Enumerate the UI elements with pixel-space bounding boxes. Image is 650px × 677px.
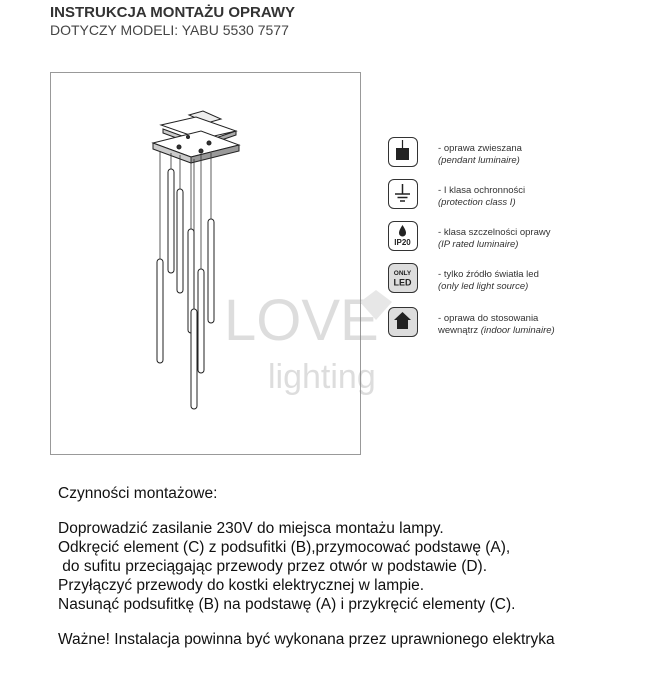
legend-text-indoor: - oprawa do stosowania [438, 313, 638, 325]
pendant-icon [388, 137, 418, 167]
pendant-lamp-drawing [51, 73, 362, 456]
legend-row-indoor [388, 307, 638, 345]
canopy-parts [153, 111, 239, 163]
watermark-word-love: LOVE [224, 288, 379, 353]
legend-subtext-only-led: (only led light source) [438, 281, 529, 292]
mounting-instructions [58, 484, 555, 649]
led-label: LED [393, 277, 412, 288]
only-led-icon [388, 263, 418, 293]
installation-warning: Ważne! Instalacja powinna być wykonana przez uprawnionego elektryka [58, 631, 555, 648]
instruction-step: do sufitu przeciągając przewody przez otwór w podstawie (D). [58, 558, 488, 575]
ip20-label: IP20 [394, 238, 411, 247]
instruction-step: Przyłączyć przewody do kostki elektrycznej w lampie. [58, 577, 425, 594]
only-label: ONLY [393, 270, 412, 277]
legend-subtext-ip20: (IP rated luminaire) [438, 239, 519, 250]
legend-text-ground: - I klasa ochronności [438, 185, 638, 197]
indoor-icon [388, 307, 418, 337]
legend-text-only-led: - tylko źródło światła led [438, 269, 638, 281]
ip20-icon [388, 221, 418, 251]
legend-subtext-ground: (protection class I) [438, 197, 516, 208]
legend-text-ip20: - klasa szczelności oprawy [438, 227, 638, 239]
lamp-drawing-frame [50, 72, 361, 455]
led-tubes [157, 169, 214, 409]
instructions-heading: Czynności montażowe: [58, 485, 218, 502]
document-title: INSTRUKCJA MONTAŻU OPRAWY [50, 4, 295, 21]
legend-row-ground [388, 179, 638, 217]
ground-icon [388, 179, 418, 209]
instruction-step: Doprowadzić zasilanie 230V do miejsca montażu lampy. [58, 520, 444, 537]
legend-row-ip20 [388, 221, 638, 259]
model-subtitle: DOTYCZY MODELI: YABU 5530 7577 [50, 22, 289, 38]
legend-subtext-indoor: (indoor luminaire) [480, 325, 555, 336]
legend-subtext-indoor-plain: wewnątrz [438, 325, 481, 336]
instruction-step: Odkręcić element (C) z podsufitki (B),przymocować podstawę (A), [58, 539, 511, 556]
legend-row-only-led [388, 263, 638, 301]
instruction-step: Nasunąć podsufitkę (B) na podstawę (A) i przykręcić elementy (C). [58, 596, 516, 613]
watermark-word-lighting: lighting [268, 358, 376, 395]
legend-text-pendant: - oprawa zwieszana [438, 143, 638, 155]
legend-row-pendant [388, 137, 638, 175]
legend-subtext-pendant: (pendant luminaire) [438, 155, 520, 166]
